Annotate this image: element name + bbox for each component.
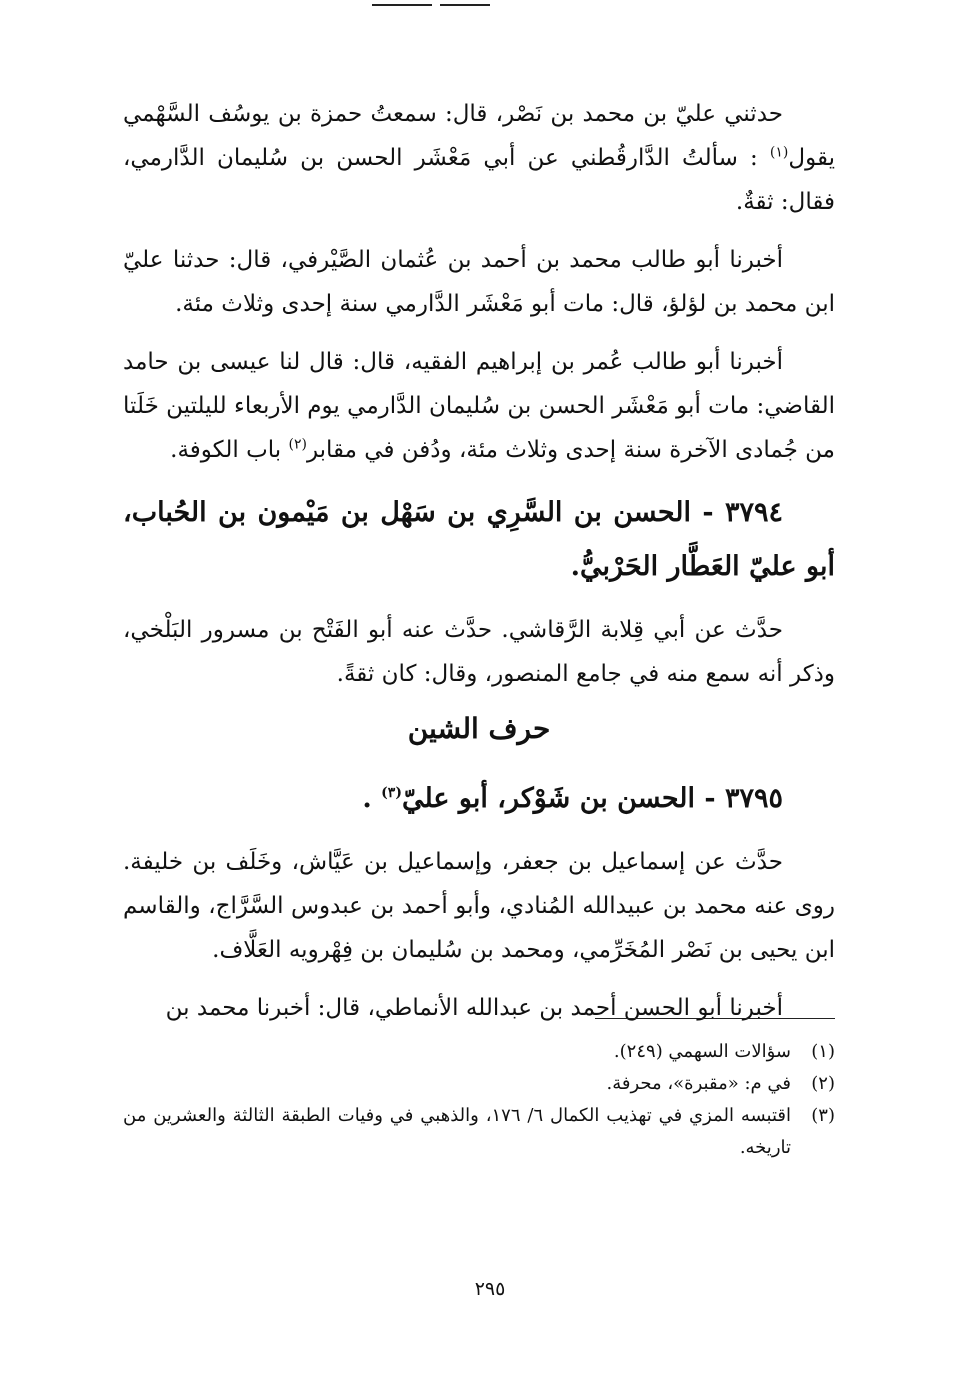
paragraph-4: حدَّث عن أبي قِلابة الرَّقاشي. حدَّث عنه أبو الفَتْح بن مسرور البَلْخي، وذكر أنه سمع منه في جامع المنصور، وقال: كان ثقةً. bbox=[123, 617, 835, 687]
page-number: ٢٩٥ bbox=[474, 1278, 506, 1300]
paragraph-3 bbox=[123, 340, 835, 472]
entry-heading-3795-text: ٣٧٩٥ - الحسن بن شَوْكر، أبو عليّ bbox=[401, 783, 783, 814]
footnote-number: (١) bbox=[811, 1041, 835, 1062]
paragraph-6: أخبرنا أبو الحسن أحمد بن عبدالله الأنماطي، قال: أخبرنا محمد بن bbox=[165, 995, 783, 1021]
paragraph-5: حدَّث عن إسماعيل بن جعفر، وإسماعيل بن عَيَّاش، وخَلَف بن خليفة. روى عنه محمد بن عبيدالله المُنادي، وأبو أحمد بن عبدوس السَّرَّاج، والقاسم ابن يحيى بن نَصْر المُخَرِّمي، ومحمد بن سُليمان بن فِهْرويه العَلَّاف. bbox=[123, 849, 835, 963]
footnote-number: (٣) bbox=[811, 1105, 835, 1126]
header-rule-2 bbox=[440, 4, 490, 6]
footnote-separator bbox=[595, 1018, 835, 1019]
paragraph-2: أخبرنا أبو طالب محمد بن أحمد بن عُثمان الصَّيْرفي، قال: حدثنا عليّ ابن محمد بن لؤلؤ، قال: مات أبو مَعْشَر الدَّارمي سنة إحدى وثلاث مئة. bbox=[123, 247, 835, 317]
footnote-number: (٢) bbox=[811, 1073, 835, 1094]
section-title: حرف الشين bbox=[407, 712, 551, 745]
footnote-3 bbox=[123, 1100, 835, 1164]
entry-heading-3795 bbox=[123, 772, 835, 826]
entry-heading-3794: ٣٧٩٤ - الحسن بن السَّرِي بن سَهْل بن مَيْمون بن الحُباب، أبو عليّ العَطَّار الحَرْبيُّ. bbox=[123, 497, 835, 582]
footnote-text: في م: «مقبرة»، محرفة. bbox=[606, 1073, 791, 1094]
footnote-text: اقتبسه المزي في تهذيب الكمال ٦/ ١٧٦، والذهبي في وفيات الطبقة الثالثة والعشرين من تاريخه. bbox=[123, 1105, 792, 1158]
footnotes bbox=[123, 1036, 835, 1164]
paragraph-1-text-end: : سألتُ الدَّارقُطني عن أبي مَعْشَر الحسن بن سُليمان الدَّارمي، فقال: ثقةٌ. bbox=[123, 145, 835, 215]
main-text bbox=[123, 92, 835, 1044]
footnote-ref-3: (٣) bbox=[381, 785, 402, 801]
footnote-2 bbox=[123, 1068, 835, 1100]
paragraph-3-text: أخبرنا أبو طالب عُمر بن إبراهيم الفقيه، قال: قال لنا عيسى بن حامد القاضي: مات أبو مَعْشَر الحسن بن سُليمان الدَّارمي يوم الأربعاء لليلتين خَلَتا من جُمادى الآخرة سنة إحدى وثلاث مئة، ودُفن في مقابر bbox=[123, 349, 835, 463]
footnote-ref-1: (١) bbox=[769, 144, 789, 161]
header-rule bbox=[372, 4, 432, 6]
footnote-ref-2: (٢) bbox=[288, 436, 307, 453]
paragraph-1-text: حدثني عليّ بن محمد بن نَصْر، قال: سمعتُ حمزة بن يوسُف السَّهْمي يقول bbox=[123, 101, 835, 171]
paragraph-1 bbox=[123, 92, 835, 224]
footnote-1 bbox=[123, 1036, 835, 1068]
paragraph-3-text-end: باب الكوفة. bbox=[170, 437, 289, 463]
entry-heading-3795-end: . bbox=[362, 783, 382, 814]
footnote-text: سؤالات السهمي (٢٤٩). bbox=[613, 1041, 791, 1062]
